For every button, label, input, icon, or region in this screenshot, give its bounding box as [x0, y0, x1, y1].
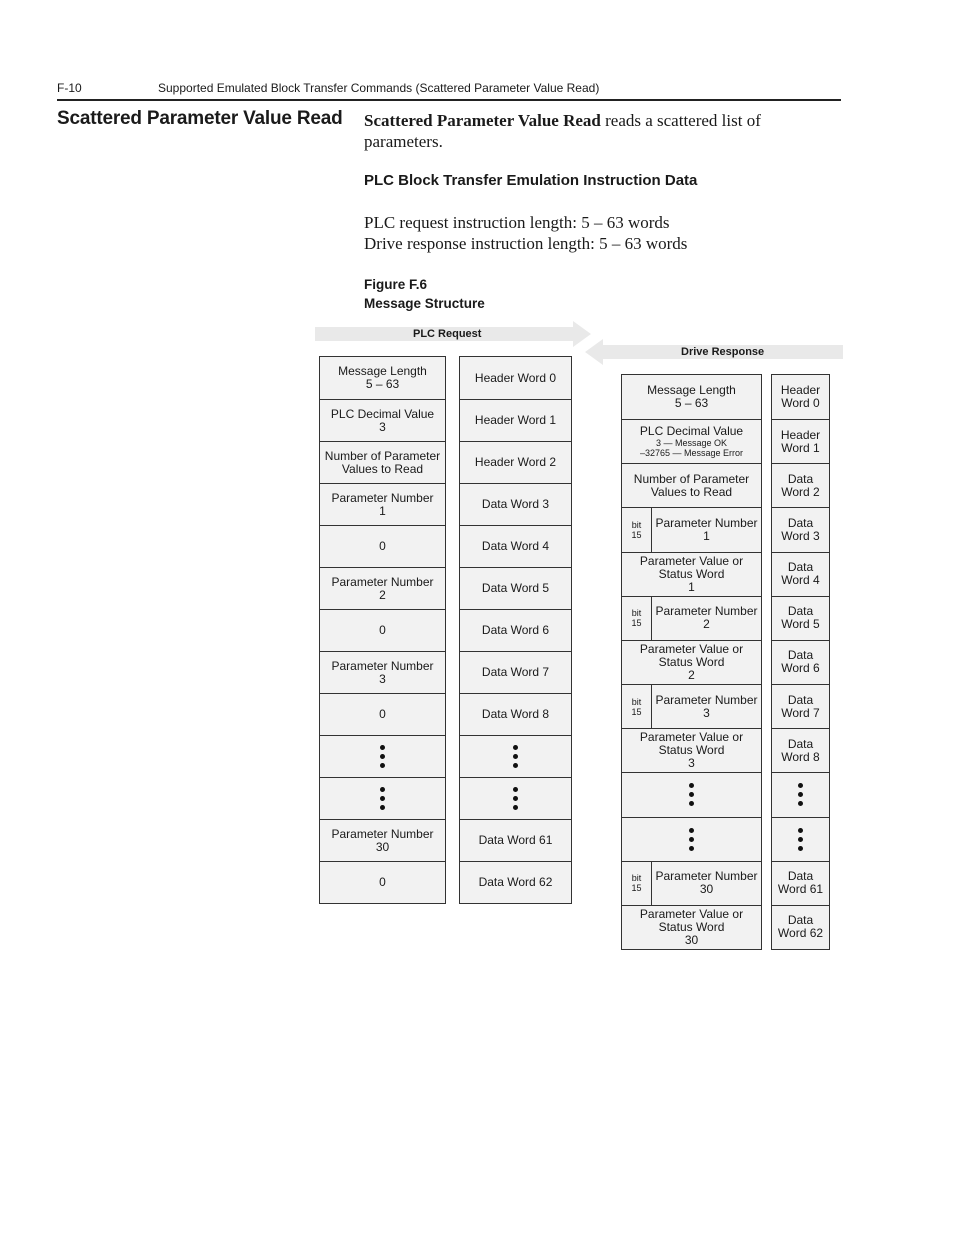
table-cell: [772, 772, 829, 816]
table-cell: [772, 596, 829, 640]
cell-text: Data Word 4: [481, 539, 550, 553]
cell-text: 3: [688, 756, 695, 771]
cell-text: bit: [631, 873, 642, 884]
cell-text: Number of Parameter: [633, 471, 750, 486]
table-cell: [622, 640, 761, 684]
table-cell: [320, 735, 445, 777]
table-cell: [622, 507, 761, 551]
table-cell: [320, 483, 445, 525]
cell-text: Header: [780, 383, 821, 398]
cell-text: Status Word: [658, 654, 725, 669]
cell-text: Word 3: [781, 529, 820, 544]
cell-text: Data Word 8: [481, 707, 550, 721]
cell-text: 3: [703, 705, 710, 720]
table-cell: [622, 596, 761, 640]
cell-text: –32765 — Message Error: [639, 448, 744, 459]
dot: [380, 805, 385, 810]
dot: [380, 745, 385, 750]
dot: [380, 787, 385, 792]
table-cell: [622, 861, 761, 905]
bit-15-cell: [622, 862, 652, 905]
dot: [689, 837, 694, 842]
cell-text: Status Word: [658, 566, 725, 581]
table-cell: [460, 357, 571, 399]
section-title: Scattered Parameter Value Read: [57, 108, 343, 129]
cell-text: Parameter Value or: [639, 641, 744, 656]
table-cell: [772, 552, 829, 596]
cell-text: Data: [787, 471, 814, 486]
cell-text: Message Length: [647, 383, 736, 398]
parameter-number-cell: [652, 508, 761, 551]
dot: [798, 828, 803, 833]
cell-text: Header Word 1: [474, 413, 557, 427]
table-cell: [622, 728, 761, 772]
ellipsis-dots-icon: [513, 743, 518, 770]
table-cell: [460, 777, 571, 819]
dot: [798, 783, 803, 788]
cell-text: Values to Read: [650, 484, 733, 499]
subheading: PLC Block Transfer Emulation Instruction Data: [364, 172, 698, 189]
cell-text: Parameter Number: [655, 692, 758, 707]
plc-request-word-column: [459, 356, 572, 904]
cell-text: Word 6: [781, 661, 820, 676]
table-cell: [622, 552, 761, 596]
cell-text: PLC Decimal Value: [639, 424, 744, 439]
cell-text: Data: [787, 692, 814, 707]
cell-text: 3 — Message OK: [655, 438, 728, 449]
parameter-number-cell: [652, 685, 761, 728]
cell-text: Parameter Number: [655, 516, 758, 531]
dot: [798, 837, 803, 842]
table-cell: [622, 905, 761, 949]
intro-bold: Scattered Parameter Value Read: [364, 111, 601, 130]
table-cell: [460, 483, 571, 525]
table-cell: [460, 693, 571, 735]
cell-text: Word 7: [781, 705, 820, 720]
cell-text: Message Length: [338, 364, 427, 378]
plc-request-data-column: [319, 356, 446, 904]
table-cell: [772, 861, 829, 905]
ellipsis-dots-icon: [513, 785, 518, 812]
table-cell: [460, 735, 571, 777]
drive-response-word-column: [771, 374, 830, 950]
cell-text: Data Word 6: [481, 623, 550, 637]
dot: [513, 754, 518, 759]
cell-text: Parameter Number: [331, 490, 434, 505]
table-cell: [622, 684, 761, 728]
parameter-number-cell: [652, 597, 761, 640]
cell-text: bit: [631, 608, 642, 619]
cell-text: 1: [703, 529, 710, 544]
cell-text: 15: [631, 530, 642, 541]
dot: [798, 792, 803, 797]
table-cell: [772, 684, 829, 728]
table-cell: [320, 357, 445, 399]
table-cell: [320, 693, 445, 735]
cell-text: Status Word: [658, 919, 725, 934]
page-number: F-10: [57, 81, 82, 95]
cell-text: Word 8: [781, 749, 820, 764]
cell-text: Parameter Number: [331, 826, 434, 841]
drive-response-label: Drive Response: [681, 346, 765, 358]
table-cell: [622, 375, 761, 419]
table-cell: [320, 525, 445, 567]
table-cell: [320, 819, 445, 861]
table-cell: [320, 777, 445, 819]
request-length: PLC request instruction length: 5 – 63 words: [364, 213, 670, 232]
cell-text: Parameter Number: [655, 869, 758, 884]
table-cell: [320, 399, 445, 441]
running-title: Supported Emulated Block Transfer Commands (Scattered Parameter Value Read): [158, 81, 600, 95]
dot: [513, 796, 518, 801]
ellipsis-dots-icon: [798, 826, 803, 853]
table-cell: [320, 567, 445, 609]
table-cell: [460, 441, 571, 483]
cell-text: Header Word 2: [474, 455, 557, 469]
cell-text: 0: [379, 539, 386, 553]
dot: [689, 828, 694, 833]
parameter-number-cell: [652, 862, 761, 905]
cell-text: Data: [787, 736, 814, 751]
figure-number: Figure F.6: [364, 277, 428, 292]
table-cell: [772, 817, 829, 861]
table-cell: [772, 728, 829, 772]
ellipsis-dots-icon: [380, 785, 385, 812]
ellipsis-dots-icon: [689, 781, 694, 808]
cell-text: 15: [631, 883, 642, 894]
table-cell: [622, 419, 761, 463]
table-cell: [460, 651, 571, 693]
figure-label: [364, 275, 485, 313]
table-cell: [772, 419, 829, 463]
table-cell: [622, 772, 761, 816]
cell-text: Parameter Number: [331, 658, 434, 673]
table-cell: [320, 651, 445, 693]
table-cell: [772, 463, 829, 507]
cell-text: Parameter Number: [655, 604, 758, 619]
table-cell: [320, 609, 445, 651]
cell-text: Number of Parameter: [324, 448, 441, 463]
dot: [513, 745, 518, 750]
cell-text: Data Word 61: [478, 833, 553, 847]
cell-text: 3: [379, 419, 386, 434]
table-cell: [460, 525, 571, 567]
table-cell: [460, 567, 571, 609]
header-rule: [57, 99, 841, 101]
cell-text: Header Word 0: [474, 370, 557, 385]
table-cell: [772, 640, 829, 684]
cell-text: Word 62: [777, 926, 824, 941]
cell-text: Header: [780, 427, 821, 442]
dot: [689, 783, 694, 788]
cell-text: Data Word 3: [481, 497, 550, 511]
cell-text: Status Word: [658, 743, 725, 758]
cell-text: Data: [787, 869, 814, 884]
cell-text: 1: [688, 579, 695, 594]
cell-text: 30: [684, 932, 699, 947]
cell-text: 5 – 63: [365, 377, 400, 391]
cell-text: Data Word 5: [481, 581, 550, 595]
table-cell: [772, 507, 829, 551]
response-length: Drive response instruction length: 5 – 63 words: [364, 234, 688, 253]
cell-text: Data: [787, 560, 814, 575]
cell-text: 15: [631, 706, 642, 717]
cell-text: Word 61: [777, 882, 824, 897]
dot: [380, 796, 385, 801]
intro-rest: reads a scattered list of parameters.: [364, 111, 761, 151]
cell-text: 2: [703, 617, 710, 632]
cell-text: 5 – 63: [674, 396, 709, 411]
cell-text: 3: [379, 671, 386, 686]
cell-text: Word 4: [781, 573, 820, 588]
cell-text: 30: [375, 839, 390, 854]
table-cell: [460, 861, 571, 903]
cell-text: Values to Read: [341, 461, 424, 476]
ellipsis-dots-icon: [380, 743, 385, 770]
cell-text: Data: [787, 913, 814, 928]
figure-caption: Message Structure: [364, 296, 485, 311]
bit-15-cell: [622, 597, 652, 640]
table-cell: [772, 375, 829, 419]
cell-text: 1: [379, 503, 386, 518]
table-cell: [622, 463, 761, 507]
table-cell: [772, 905, 829, 949]
cell-text: Data Word 7: [481, 665, 550, 679]
cell-text: Data: [787, 604, 814, 619]
bit-15-cell: [622, 685, 652, 728]
cell-text: 0: [379, 707, 386, 721]
dot: [513, 763, 518, 768]
cell-text: 0: [379, 875, 386, 889]
cell-text: Data Word 62: [478, 875, 553, 889]
table-cell: [460, 819, 571, 861]
dot: [513, 787, 518, 792]
cell-text: PLC Decimal Value: [330, 406, 435, 421]
cell-text: bit: [631, 520, 642, 531]
dot: [689, 846, 694, 851]
intro-paragraph: [364, 110, 794, 152]
ellipsis-dots-icon: [689, 826, 694, 853]
dot: [689, 801, 694, 806]
cell-text: Word 0: [781, 396, 820, 411]
bit-15-cell: [622, 508, 652, 551]
cell-text: 0: [379, 623, 386, 637]
cell-text: Parameter Number: [331, 574, 434, 589]
cell-text: Data: [787, 516, 814, 531]
cell-text: Parameter Value or: [639, 906, 744, 921]
cell-text: Word 1: [781, 440, 820, 455]
table-cell: [460, 399, 571, 441]
table-cell: [320, 861, 445, 903]
cell-text: Data: [787, 648, 814, 663]
dot: [798, 846, 803, 851]
cell-text: bit: [631, 696, 642, 707]
cell-text: 2: [688, 667, 695, 682]
drive-response-data-column: [621, 374, 762, 950]
dot: [798, 801, 803, 806]
dot: [513, 805, 518, 810]
cell-text: Parameter Value or: [639, 730, 744, 745]
dot: [380, 754, 385, 759]
cell-text: Word 5: [781, 617, 820, 632]
table-cell: [460, 609, 571, 651]
dot: [380, 763, 385, 768]
cell-text: 2: [379, 587, 386, 602]
cell-text: 15: [631, 618, 642, 629]
cell-text: Word 2: [781, 484, 820, 499]
table-cell: [622, 817, 761, 861]
dot: [689, 792, 694, 797]
table-cell: [320, 441, 445, 483]
ellipsis-dots-icon: [798, 781, 803, 808]
cell-text: Parameter Value or: [639, 553, 744, 568]
plc-request-label: PLC Request: [413, 328, 482, 340]
cell-text: 30: [699, 882, 714, 897]
